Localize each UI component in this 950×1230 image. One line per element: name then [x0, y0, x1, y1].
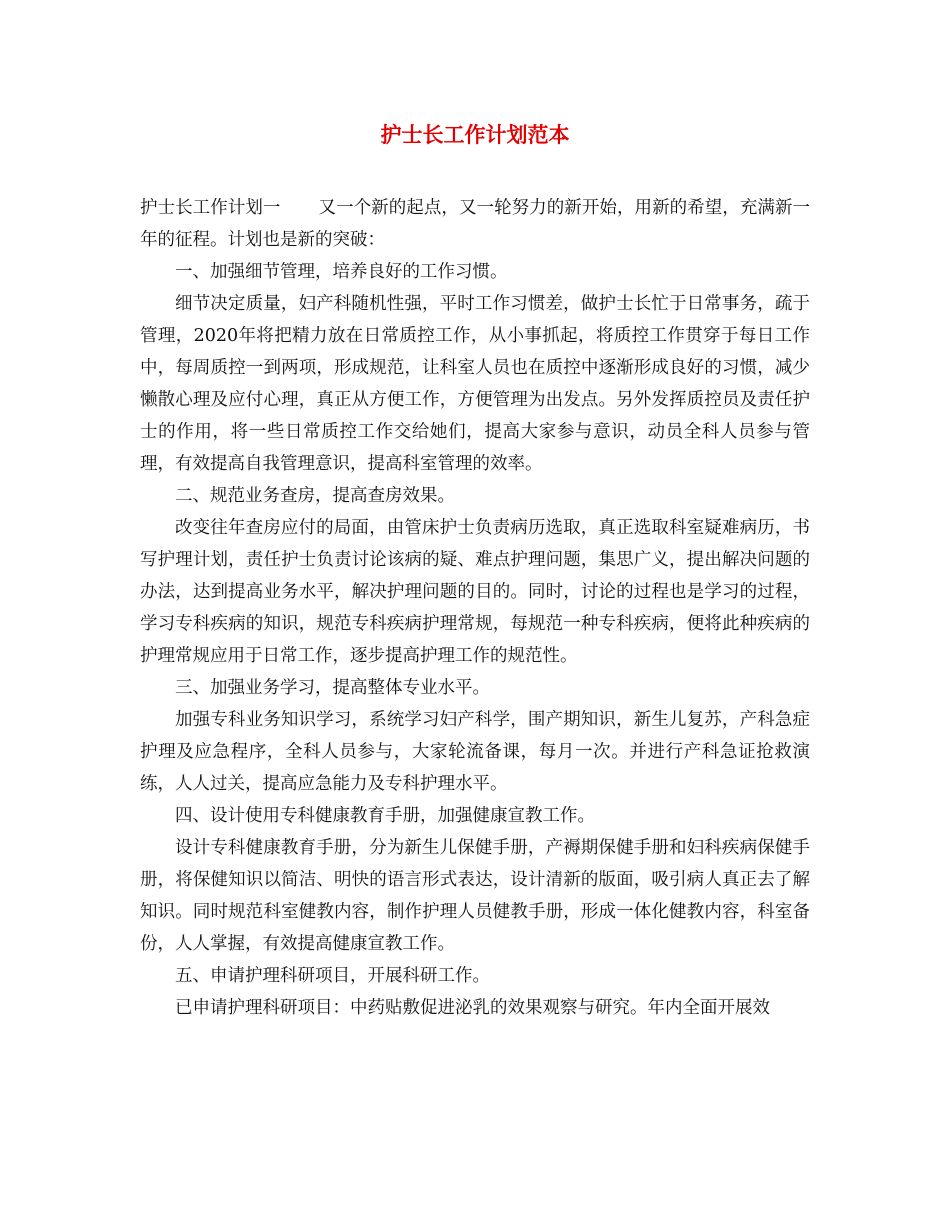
section-heading-2: 二、规范业务查房，提高查房效果。: [175, 486, 455, 506]
section-heading-4: 四、设计使用专科健康教育手册，加强健康宣教工作。: [175, 806, 595, 826]
intro-paragraph: [140, 192, 810, 256]
section-heading-5: 五、申请护理科研项目，开展科研工作。: [175, 966, 490, 986]
section-heading-1: 一、加强细节管理，培养良好的工作习惯。: [175, 262, 508, 282]
section-paragraph-2: 改变往年查房应付的局面，由管床护士负责病历选取，真正选取科室疑难病历，书写护理计划，责任护士负责讨论该病的疑、难点护理问题，集思广义，提出解决问题的办法，达到提高业务水平，解决护理问题的目的。同时，讨论的过程也是学习的过程，学习专科疾病的知识，规范专科疾病护理常规，每规范一种专科疾病，便将此种疾病的护理常规应用于日常工作，逐步提高护理工作的规范性。: [140, 518, 810, 666]
section-heading-3: 三、加强业务学习，提高整体专业水平。: [175, 678, 490, 698]
section-paragraph-4: 设计专科健康教育手册，分为新生儿保健手册，产褥期保健手册和妇科疾病保健手册，将保健知识以简洁、明快的语言形式表达，设计清新的版面，吸引病人真正去了解知识。同时规范科室健教内容，制作护理人员健教手册，形成一体化健教内容，科室备份，人人掌握，有效提高健康宣教工作。: [140, 838, 810, 954]
section-paragraph-1: 细节决定质量，妇产科随机性强，平时工作习惯差，做护士长忙于日常事务，疏于管理，2020年将把精力放在日常质控工作，从小事抓起，将质控工作贯穿于每日工作中，每周质控一到两项，形成规范，让科室人员也在质控中逐渐形成良好的习惯，减少懒散心理及应付心理，真正从方便工作，方便管理为出发点。另外发挥质控员及责任护士的作用，将一些日常质控工作交给她们，提高大家参与意识，动员全科人员参与管理，有效提高自我管理意识，提高科室管理的效率。: [140, 294, 810, 474]
section-paragraph-5: 已申请护理科研项目：中药贴敷促进泌乳的效果观察与研究。年内全面开展效: [175, 998, 770, 1018]
intro-text: 又一个新的起点，又一轮努力的新开始，用新的希望，充满新一年的征程。计划也是新的突破：: [140, 198, 811, 250]
intro-label: 护士长工作计划一: [140, 198, 281, 218]
document-body: [140, 192, 810, 1024]
section-paragraph-3: 加强专科业务知识学习，系统学习妇产科学，围产期知识，新生儿复苏，产科急症护理及应急程序，全科人员参与，大家轮流备课，每月一次。并进行产科急证抢救演练，人人过关，提高应急能力及专科护理水平。: [140, 710, 810, 794]
document-title: 护士长工作计划范本: [380, 123, 570, 147]
